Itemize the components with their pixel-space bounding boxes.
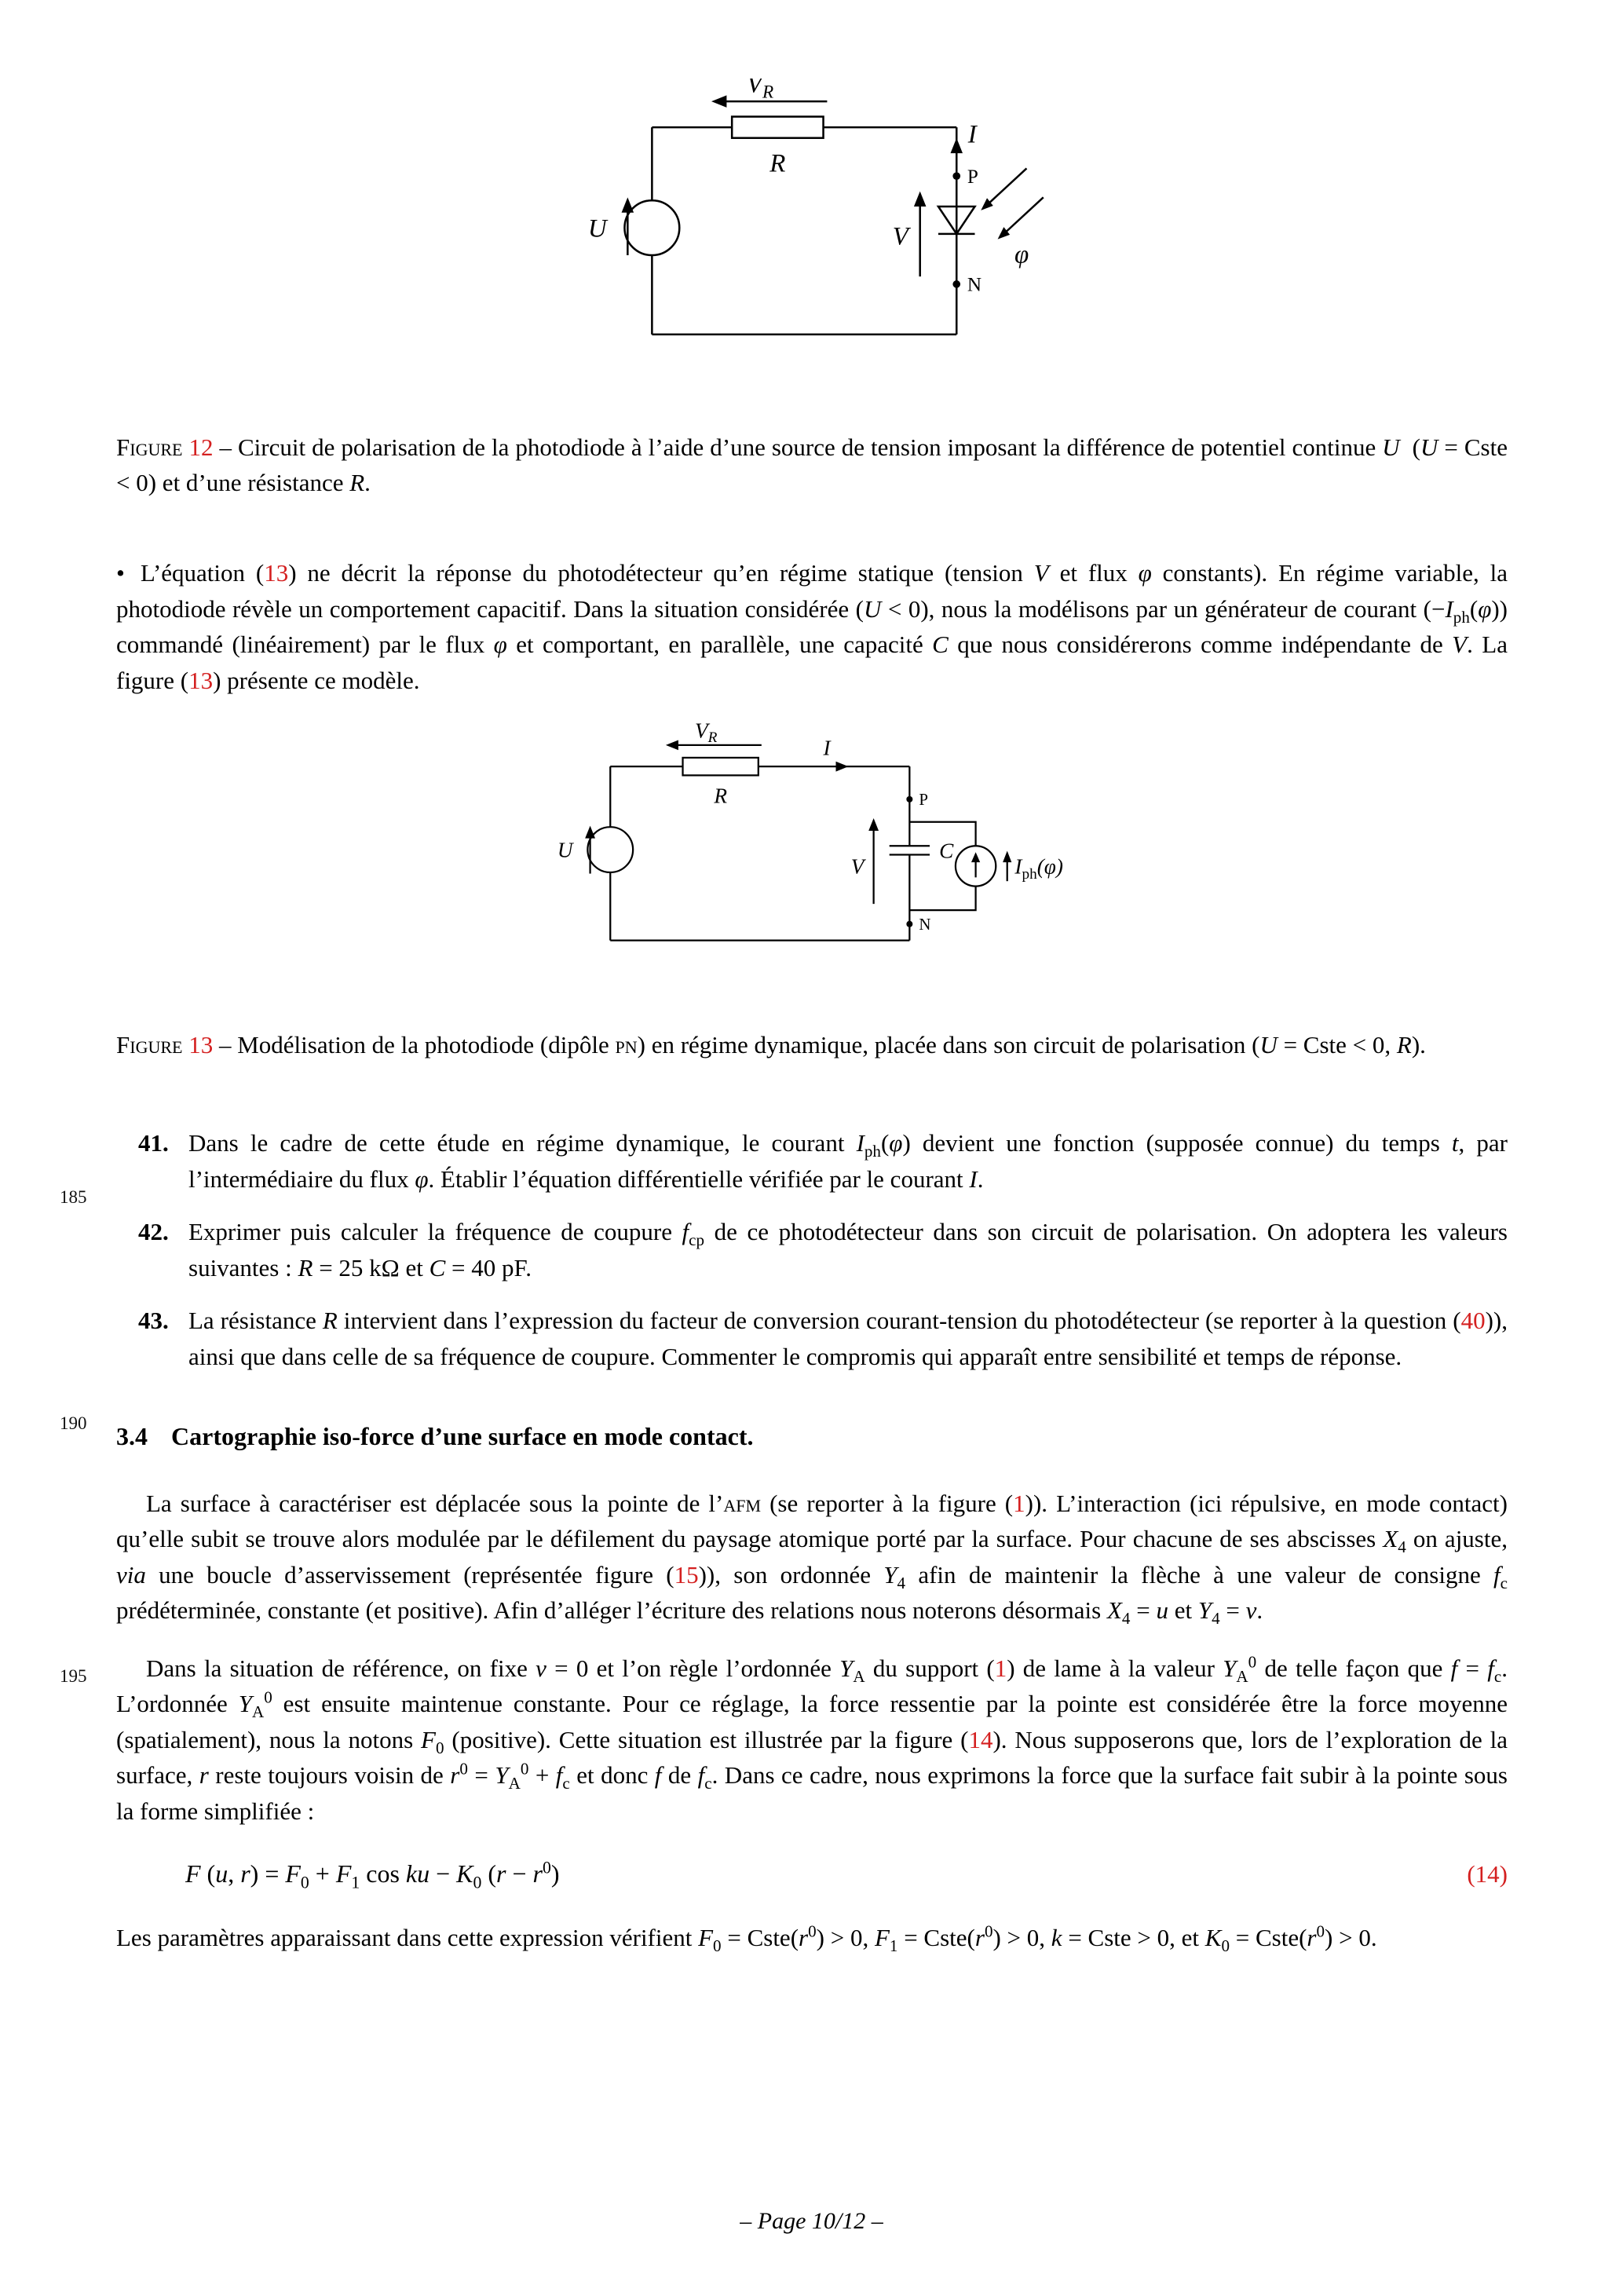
equation13-note-paragraph [116,555,1508,698]
label-c: C [939,839,954,862]
label-vr: $V_R$ [694,722,718,746]
vr-arrowhead [666,740,678,750]
node-n-dot [952,280,960,288]
question-41-text: Dans le cadre de cette étude en régime dynamique, le courant $I_{ph}(\varphi)$ devient une fonction (supposée connue) du temps t, par l’intermédiaire du flux φ. Établir l’équation différentielle vérifiée par le courant I. [188,1129,1508,1193]
figure-14-ref[interactable]: 14 [968,1725,993,1753]
question-42-number: 42. [138,1218,169,1246]
label-r: R [769,149,786,178]
u-arrowhead [622,197,634,212]
v-arrowhead [914,192,927,207]
section-number: 3.4 [116,1421,148,1450]
question-40-ref[interactable]: 40 [1460,1307,1486,1335]
label-u: U [557,838,573,862]
margin-line-number-195: 195 [60,1666,87,1686]
i-arrowhead [950,138,963,153]
voltage-source-symbol [624,200,679,255]
question-41 [138,1125,1508,1197]
parameters-paragraph: Les paramètres apparaissant dans cette expression vérifient $F_0$ = $Cste(r^0) > 0$, $F_1$ = $Cste(r^0) > 0$, k = Cste > 0, et $K_0$ = $Cste(r^0) > 0$. [116,1921,1377,1955]
label-iph: $I_{ph}(\varphi)$ [1014,854,1063,883]
equation-14-formula: F (u, $r) = F_0 + F_1$ cos ku − $K_0$ $(r - r^0)$ [185,1857,560,1892]
label-v: V [850,854,865,879]
circuit-wires [652,127,956,335]
section-3-4-heading [116,1422,1508,1451]
figure12-diagram [561,79,1063,383]
page-footer: – Page 10/12 – [740,2208,883,2234]
section-title: Cartographie iso-force d’une surface en mode contact. [171,1421,754,1450]
label-i: I [967,120,977,149]
question-42 [138,1214,1508,1285]
margin-line-number-190: 190 [60,1413,87,1433]
voltage-source-symbol [587,827,633,872]
equation-13-ref[interactable]: 13 [264,559,289,587]
margin-line-number-185: 185 [60,1187,87,1207]
v-arrowhead [868,817,879,830]
iph-arrowhead [1003,850,1011,861]
label-p: P [919,789,929,809]
surface-paragraph-2: Dans la situation de référence, on fixe v = 0 et l’on règle l’ordonnée $Y_A$ du support (1) de lame à la valeur $Y_A^0$ de telle façon que $f = f_c$. L’ordonnée $Y_A^0$ est ensuite maintenue constante. Pour ce réglage, la force ressentie par la pointe est considérée être la force moyenne (spatialement), nous la notons $F_0$ (positive). Cette situation est illustrée par la figure (14). Nous supposerons que, lors de l’exploration de la surface, r reste toujours voisin de $r^0 = Y_A^0 + f_c$ et donc f de $f_c$. Dans ce cadre, nous exprimons la force que la surface fait subir à la pointe sous la forme simplifiée : [116,1652,1508,1825]
capacitor-symbol [890,846,930,854]
question-41-number: 41. [138,1129,169,1157]
question-43-number: 43. [138,1307,169,1335]
label-vr: $V_R$ [746,79,774,103]
equation-14-number[interactable]: (14) [1467,1859,1508,1888]
question-43 [138,1303,1508,1374]
label-v: V [892,222,908,251]
i-arrowhead [835,761,848,771]
figure-15-ref[interactable]: 15 [674,1560,699,1589]
question-43-text: La résistance R intervient dans l’expression du facteur de conversion courant-tension du photodétecteur (se reporter à la question (40)), ainsi que dans celle de sa fréquence de coupure. Commenter le compromis qui apparaît entre sensibilité et temps de réponse. [188,1307,1508,1370]
figure13-circuit [116,722,1508,1000]
figure-1-ref[interactable]: 1 [1013,1489,1025,1517]
circuit-wires [610,766,909,940]
surface-paragraph-1: La surface à caractériser est déplacée sous la pointe de l’afm (se reporter à la figure (1)). L’interaction (ici répulsive, en mode contact) qu’elle subit se trouve alors modulée par le défilement du paysage atomique porté par la surface. Pour chacune de ses abscisses $X_4$ on ajuste, via une boucle d’asservissement (représentée figure (15)), son ordonnée $Y_4$ afin de maintenir la flèche à une valeur de consigne $f_c$ prédéterminée, constante (et positive). Afin d’alléger l’écriture des relations nous noterons désormais $X_4 = u$ et $Y_4 = v$. [116,1489,1508,1629]
label-n: N [919,914,931,934]
support-1-ref[interactable]: 1 [994,1654,1007,1682]
node-p-dot [906,795,912,802]
label-n: N [967,274,982,296]
bullet-icon: • [116,559,125,587]
node-p-dot [952,172,960,180]
figure-12-ref[interactable]: 12 [188,433,214,461]
photon-arrow-2 [1003,197,1043,234]
label-r: R [714,784,727,808]
question-42-text: Exprimer puis calculer la fréquence de coupure $f_{cp}$ de ce photodétecteur dans son circuit de polarisation. On adoptera les valeurs suivantes : R = 25 kΩ et C = 40 pF. [188,1218,1508,1281]
resistor-symbol [683,757,758,774]
figure-13-ref[interactable]: 13 [188,666,214,694]
figure13-caption: Figure 13 – Modélisation de la photodiode (dipôle pn) en régime dynamique, placée dans son circuit de polarisation (U = Cste < 0, R). [116,1030,1426,1058]
questions-list [116,1125,1508,1374]
label-i: I [823,736,831,760]
photon-arrow-1 [987,168,1026,205]
label-p: P [967,166,978,188]
equation-14 [116,1857,1508,1892]
label-u: U [587,214,607,243]
figure13-diagram [541,722,1083,993]
resistor-symbol [732,117,823,138]
figure-13-caption-ref[interactable]: 13 [188,1030,214,1058]
figure12-caption: Figure 12 – Circuit de polarisation de la photodiode à l’aide d’une source de tension imposant la différence de potentiel continue U (U = Cste < 0) et d’une résistance R. [116,433,1508,496]
vr-arrowhead [711,95,726,108]
node-n-dot [906,920,912,927]
figure12-circuit [116,79,1508,389]
equation13-note-text: L’équation (13) ne décrit la réponse du photodétecteur qu’en régime statique (tension V et flux φ constants). En régime variable, la photodiode révèle un comportement capacitif. Dans la situation considérée (U < 0), nous la modélisons par un générateur de courant $(-I_{ph}(\varphi))$ commandé (linéairement) par le flux φ et comportant, en parallèle, une capacité C que nous considérerons comme indépendante de V. La figure (13) présente ce modèle. [116,559,1508,694]
u-arrowhead [585,825,595,838]
label-phi: φ [1014,240,1029,269]
